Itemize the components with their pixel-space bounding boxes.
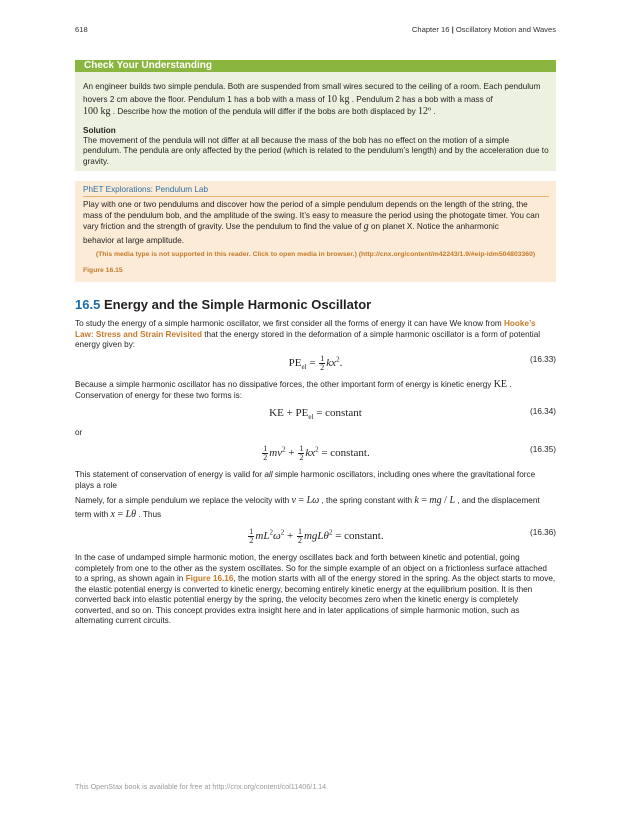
chapter-title: Oscillatory Motion and Waves xyxy=(455,25,556,34)
chapter-separator: | xyxy=(449,25,456,34)
question-text: An engineer builds two simple pendula. Both are suspended from small wires secured to the ceiling of a room. Each pendulum hovers 2 cm above the floor. Pendulum 1 has a bob with a mass of 10 kg . Pendulum 2 has a bob with a mass of 100 kg . Describe how the motion of the pendula will differ if the bobs are both displaced by 12º . xyxy=(83,82,541,117)
equation-16-34: KE + $PE_{el}$ = constant (16.34) xyxy=(269,407,556,422)
or-text: or xyxy=(75,428,83,437)
section-heading xyxy=(75,297,371,312)
angle: 12º xyxy=(418,106,432,117)
paragraph-pendulum: Namely, for a simple pendulum we replace the velocity with v = Lω , the spring constant with k = mg / L , and the displacement term with x = Lθ . Thus xyxy=(75,495,540,520)
paragraph-intro: To study the energy of a simple harmonic oscillator, we first consider all the forms of energy it can have We know from Hooke’s Law: Stress and Strain Revisited that the energy stored in the deformation of a simple harmonic oscillator is a form of potential energy given by: xyxy=(75,319,541,349)
figure-16-16-link[interactable]: Figure 16.16 xyxy=(185,574,234,583)
section-title: Energy and the Simple Harmonic Oscillator xyxy=(103,297,372,312)
check-understanding-box xyxy=(75,60,556,171)
phet-box xyxy=(75,181,556,282)
phet-description: Play with one or two pendulums and discover how the period of a simple pendulum depends on the length of the string, the mass of the pendulum bob, and the amplitude of the swing. It’s easy to measure the period using the photogate timer. You can vary friction and the strength of gravity. Use the pendulum to find the value of g on planet X. Notice the anharmonic behavior at large amplitude. xyxy=(83,200,540,245)
paragraph-undamped: In the case of undamped simple harmonic motion, the energy oscillates back and forth between kinetic and potential, going completely from one to the other as the system oscillates. So for the simple example of an object on a frictionless surface attached to a spring, as shown again in Figure 16.16, the motion starts with all of the energy stored in the spring. As the object starts to move, the elastic potential energy is converted to kinetic energy, becoming entirely kinetic energy at the equilibrium position. It is then converted back into elastic potential energy by the spring, the velocity becomes zero when the kinetic energy is completely converted, and so on. This concept provides extra insight here and in later applications of simple harmonic motion, such as alternating current circuits. xyxy=(75,553,556,625)
g-symbol: g xyxy=(363,221,369,232)
page-footer: This OpenStax book is available for free at http://cnx.org/content/col11406/1.14 xyxy=(75,782,327,791)
check-understanding-body xyxy=(83,81,549,167)
figure-label: Figure 16.15 xyxy=(83,267,123,274)
solution-heading: Solution xyxy=(83,125,116,135)
section-number: 16.5 xyxy=(75,297,101,312)
paragraph-conservation: This statement of conservation of energy is valid for all simple harmonic oscillators, including ones where the gravitational force plays a role xyxy=(75,470,536,490)
book-page xyxy=(75,0,556,815)
chapter-heading xyxy=(412,25,556,34)
hookes-law-link[interactable]: Hooke’s Law: Stress and Strain Revisited xyxy=(75,319,536,339)
equation-number: (16.36) xyxy=(530,528,556,537)
paragraph-kinetic: Because a simple harmonic oscillator has no dissipative forces, the other important form of energy is kinetic energy KE . Conservation of energy for these two forms is: xyxy=(75,379,512,400)
check-understanding-title: Check Your Understanding xyxy=(84,60,212,71)
solution-text: The movement of the pendula will not differ at all because the mass of the bob has no effect on the motion of a simple pendulum. The pendula are only affected by the period (which is related to the pendulum’s length) and by the acceleration due to gravity. xyxy=(83,135,549,166)
equation-number: (16.34) xyxy=(530,407,556,416)
media-link[interactable]: (This media type is not supported in this reader. Click to open media in browser.) (http://cnx.org/content/m42243/1.9/#eip-idm504803360) xyxy=(95,251,536,258)
check-understanding-tab xyxy=(75,60,556,72)
phet-divider xyxy=(83,196,549,197)
equation-number: (16.35) xyxy=(530,445,556,454)
ke-symbol: KE xyxy=(493,379,508,390)
mass-2: 100 kg xyxy=(83,106,111,117)
equation-16-36: $\frac{1}{2}$ $mL^2\omega^2$ + $\frac{1}{2}$ mgLθ$^2$ = constant. (16.36) xyxy=(249,527,556,545)
page-number: 618 xyxy=(75,25,88,34)
equation-number: (16.33) xyxy=(530,355,556,364)
equation-16-33: $PE_{el}$ = $\frac{1}{2}$ $kx^2$. (16.33) xyxy=(288,354,556,372)
chapter-label: Chapter 16 xyxy=(411,25,450,34)
mass-1: 10 kg xyxy=(326,93,350,105)
equation-16-35: $\frac{1}{2}$ $mv^2$ + $\frac{1}{2}$ $kx^2$ = constant. (16.35) xyxy=(263,444,556,462)
phet-title: PhET Explorations: Pendulum Lab xyxy=(83,185,209,194)
